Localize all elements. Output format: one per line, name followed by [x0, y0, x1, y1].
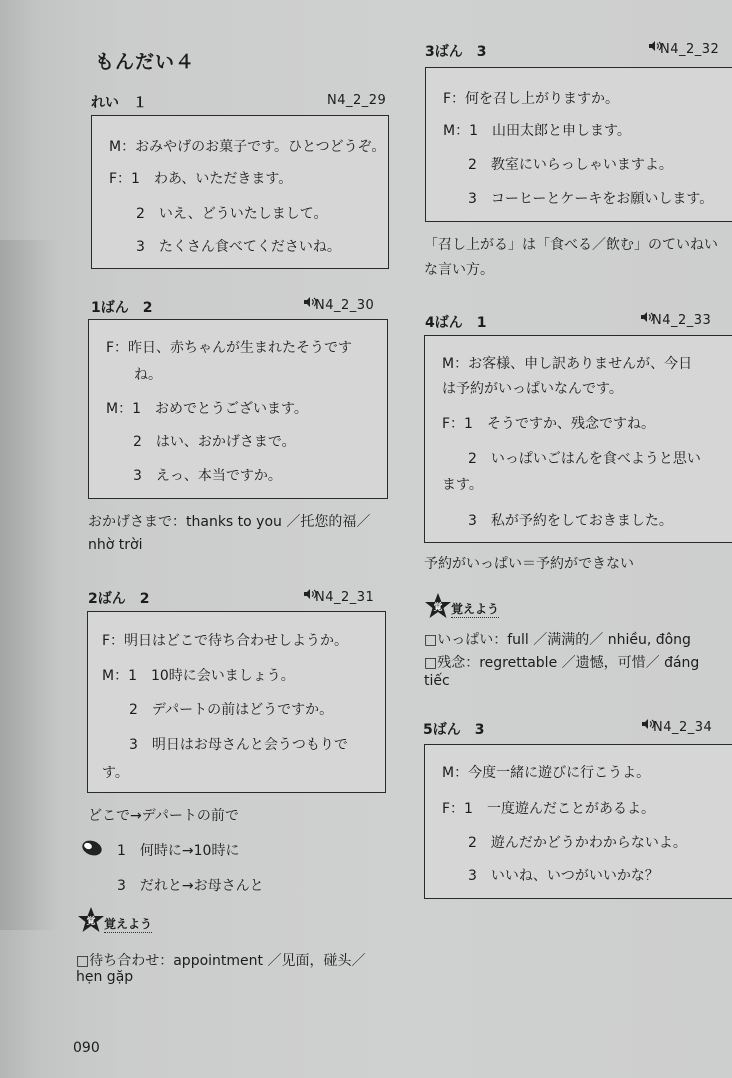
q2-code-wrap[interactable]: [303, 590, 374, 605]
q4-line-4: 2 いっぱいごはんを食べようと思い: [468, 451, 701, 467]
example-line-4: 3 たくさん食べてくださいね。: [136, 239, 341, 255]
q3-line-3: 2 教室にいらっしゃいますよ。: [468, 157, 673, 173]
q4-box: [424, 335, 732, 543]
speaker-icon: [303, 594, 312, 601]
q4-note-1: 予約がいっぱい＝予約ができない: [424, 556, 634, 572]
q4-code: N4_2_33: [652, 313, 712, 328]
q1-note-1: おかげさまで：thanks to you ／托您的福／: [88, 514, 371, 530]
q3-header: 3ばん 3: [425, 44, 487, 60]
q1-line-4: 2 はい、おかげさまで。: [133, 434, 296, 450]
pen-icon: [80, 838, 104, 862]
q2-line-2: M：1 10時に会いましょう。: [102, 668, 295, 684]
svg-text:覚: 覚: [86, 917, 96, 927]
q3-code-wrap[interactable]: [648, 42, 719, 57]
speaker-icon: [303, 302, 312, 309]
q2-line-1: F：明日はどこで待ち合わせしようか。: [102, 633, 349, 649]
q5-line-2: F：1 一度遊んだことがあるよ。: [442, 801, 655, 817]
q4-line-5: ます。: [442, 477, 483, 493]
q5-line-3: 2 遊んだかどうかわからないよ。: [468, 835, 687, 851]
q5-box: [424, 744, 732, 899]
q4-header: 4ばん 1: [425, 315, 487, 331]
q4-code-wrap[interactable]: [640, 313, 711, 328]
q2-vocab-badge: 覚えよう: [104, 917, 153, 931]
q3-code: N4_2_32: [660, 42, 720, 57]
example-header: れい １: [91, 95, 147, 111]
q1-line-5: 3 えっ、本当ですか。: [133, 468, 282, 484]
q4-vocab-1: □いっぱい：full ／满满的／ nhiều, đông: [424, 632, 691, 648]
example-box: [91, 115, 389, 269]
page-title: もんだい４: [95, 51, 196, 73]
q2-line-5: す。: [102, 765, 129, 781]
example-line-1: M：おみやげのお菓子です。ひとつどうぞ。: [109, 139, 386, 155]
q4-line-1: M：お客様、申し訳ありませんが、今日: [442, 356, 693, 372]
q5-line-1: M：今度一緒に遊びに行こうよ。: [442, 765, 651, 781]
q2-line-3: 2 デパートの前はどうですか。: [129, 702, 334, 718]
star-badge-icon: [77, 906, 105, 938]
q3-box: [425, 67, 732, 222]
q1-code: N4_2_30: [315, 298, 375, 313]
q1-line-3: M：1 おめでとうございます。: [106, 401, 308, 417]
q3-line-1: F：何を召し上がりますか。: [443, 91, 620, 107]
speaker-icon: [640, 317, 649, 324]
q5-code: N4_2_34: [653, 720, 713, 735]
q2-code: N4_2_31: [315, 590, 375, 605]
q2-line-4: 3 明日はお母さんと会うつもりで: [129, 737, 348, 753]
q4-vocab-badge: 覚えよう: [451, 602, 500, 616]
q3-line-2: M：1 山田太郎と申します。: [443, 123, 631, 139]
speaker-icon: [641, 724, 650, 731]
spine-shadow: [0, 240, 58, 930]
q1-code-wrap[interactable]: [303, 298, 374, 313]
speaker-icon: [648, 46, 657, 53]
q2-note-3: 3 だれと→お母さんと: [117, 878, 264, 894]
svg-text:覚: 覚: [433, 603, 443, 613]
example-line-3: 2 いえ、どういたしまして。: [136, 206, 328, 222]
q4-line-2: は予約がいっぱいなんです。: [442, 381, 623, 397]
q1-header: 1ばん 2: [91, 300, 153, 316]
q3-note-1: 「召し上がる」は「食べる／飲む」のていねい: [424, 237, 718, 253]
q4-vocab-3: tiếc: [424, 673, 450, 689]
q2-vocab-1: □待ち合わせ：appointment ／见面，碰头／: [76, 953, 366, 969]
q3-line-4: 3 コーヒーとケーキをお願いします。: [468, 191, 714, 207]
example-line-2: F：1 わあ、いただきます。: [109, 171, 293, 187]
q3-note-2: な言い方。: [424, 262, 494, 278]
q4-line-3: F：1 そうですか、残念ですね。: [442, 416, 655, 432]
q2-note-1: どこで→デパートの前で: [88, 808, 239, 824]
q1-line-1: F：昨日、赤ちゃんが生まれたそうです: [106, 340, 353, 356]
q5-line-4: 3 いいね、いつがいいかな？: [468, 868, 659, 884]
q2-header: 2ばん 2: [88, 591, 150, 607]
q4-line-6: 3 私が予約をしておきました。: [468, 513, 673, 529]
q4-vocab-2: □残念：regrettable ／遗憾，可惜／ đáng: [424, 655, 700, 671]
page-number: 090: [73, 1040, 100, 1056]
q2-vocab-2: hẹn gặp: [76, 969, 134, 985]
q5-code-wrap[interactable]: [641, 720, 712, 735]
q1-line-2: ね。: [134, 367, 162, 383]
example-code: N4_2_29: [327, 93, 387, 108]
q2-note-2: 1 何時に→10時に: [117, 843, 240, 859]
q2-box: [87, 611, 386, 793]
q1-note-2: nhờ trời: [88, 537, 143, 553]
star-badge-icon: [424, 592, 452, 624]
q5-header: 5ばん 3: [423, 722, 485, 738]
q1-box: [88, 319, 388, 499]
